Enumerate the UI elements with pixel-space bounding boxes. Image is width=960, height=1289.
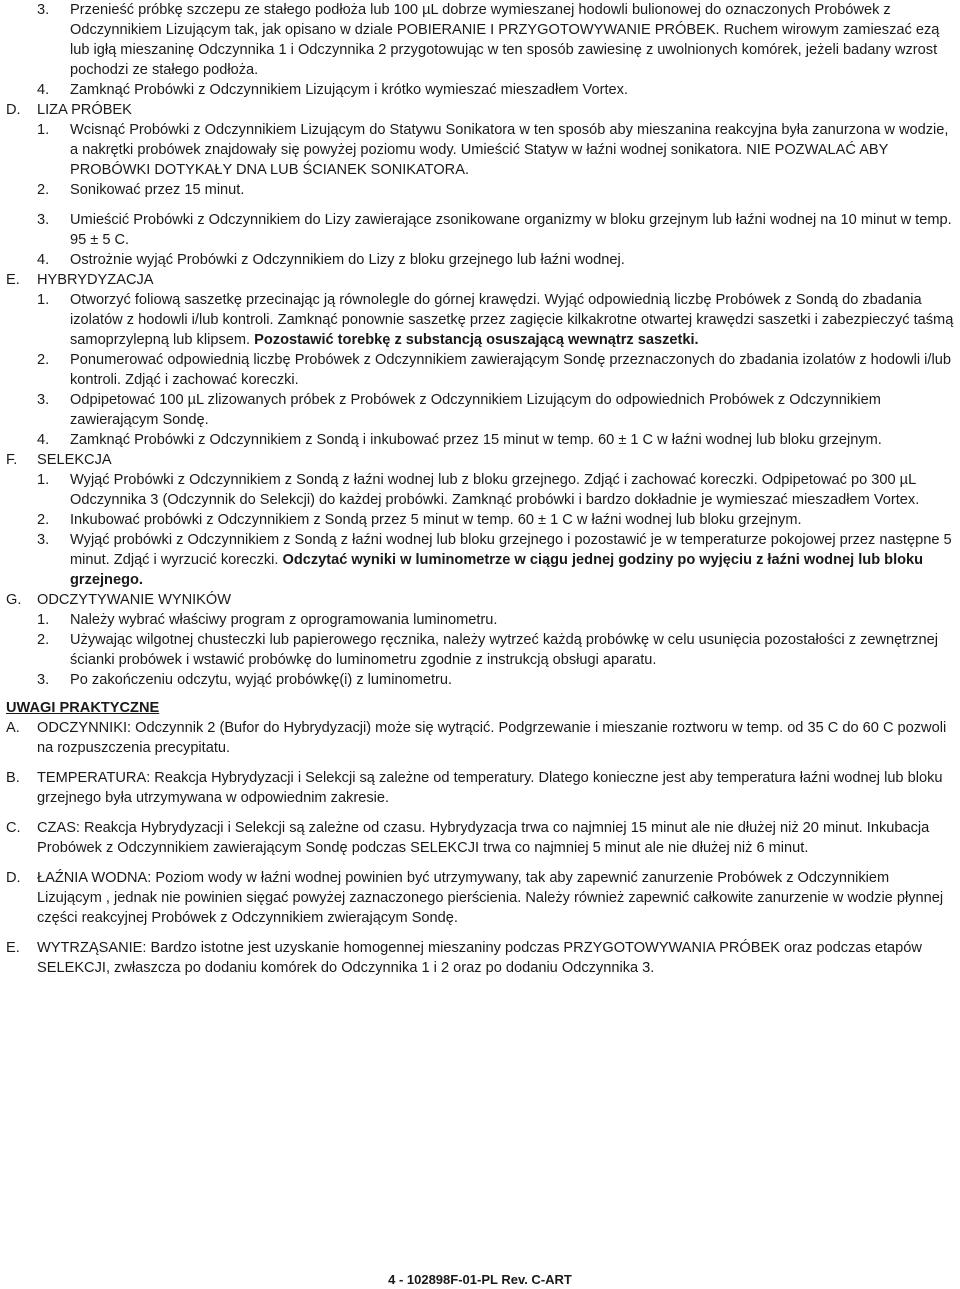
step-item: [0, 120, 960, 180]
step-text: Wyjąć probówki z Odczynnikiem z Sondą z łaźni wodnej lub bloku grzejnego i pozostawić je w temperaturze pokojowej przez następne 5 minut. Zdjąć i wyrzucić koreczki.: [70, 532, 952, 568]
step-text: Otworzyć foliową saszetkę przecinając ją równolegle do górnej krawędzi. Wyjąć odpowiednią liczbę Probówek z Sondą do zbadania izolatów z hodowli i/lub kontroli. Zamknąć ponownie saszetkę przez zagięcie kilkakrotne otwartej krawędzi saszetki i zabezpieczyć taśmą samoprzylepną lub klipsem.: [70, 292, 954, 348]
step-number: 2.: [37, 632, 50, 648]
section-heading: [0, 270, 960, 290]
step-text: Zamknąć Probówki z Odczynnikiem Lizującym i krótko wymieszać mieszadłem Vortex.: [70, 82, 628, 98]
step-number: 1.: [37, 292, 50, 308]
section-letter: G.: [6, 592, 22, 608]
step-item: [0, 0, 960, 80]
page-footer: 4 - 102898F-01-PL Rev. C-ART: [388, 1272, 572, 1287]
spacer: [0, 200, 960, 210]
section-letter: D.: [6, 102, 21, 118]
note-letter: E.: [6, 940, 20, 956]
section-title: ODCZYTYWANIE WYNIKÓW: [37, 592, 232, 608]
step-text: Sonikować przez 15 minut.: [70, 182, 245, 198]
step-text: Ponumerować odpowiednią liczbę Probówek z Odczynnikiem zawierającym Sondę przeznaczonych do zbadania izolatów z hodowli i/lub kontroli. Zdjąć i zachować koreczki.: [70, 352, 951, 388]
step-item: [0, 630, 960, 670]
step-item: [0, 470, 960, 510]
step-item: [0, 530, 960, 590]
step-number: 3.: [37, 532, 50, 548]
note-text: WYTRZĄSANIE: Bardzo istotne jest uzyskanie homogennej mieszaniny podczas PRZYGOTOWYWANIA PRÓBEK oraz podczas etapów SELEKCJI, zwłaszcza po dodaniu komórek do Odczynnika 1 i 2 oraz po dodaniu Odczynnika 3.: [37, 940, 922, 976]
step-number: 3.: [37, 212, 50, 228]
step-text: Należy wybrać właściwy program z oprogramowania luminometru.: [70, 612, 498, 628]
section-title: SELEKCJA: [37, 452, 112, 468]
step-item: [0, 250, 960, 270]
note-letter: D.: [6, 870, 21, 886]
step-bold-text: Odczytać wyniki w luminometrze w ciągu jednej godziny po wyjęciu z łaźni wodnej lub bloku grzejnego.: [70, 552, 924, 588]
note-item: [0, 938, 960, 978]
step-bold-text: Pozostawić torebkę z substancją osuszającą wewnątrz saszetki.: [254, 332, 699, 348]
step-text: Wcisnąć Probówki z Odczynnikiem Lizującym do Statywu Sonikatora w ten sposób aby mieszanina reakcyjna była zanurzona w wodzie, a nakrętki probówek znajdowały się powyżej poziomu wody. Umieścić Statyw w łaźni wodnej sonikatora. NIE POZWALAĆ ABY PROBÓWKI DOTYKAŁY DNA LUB ŚCIANEK SONIKATORA.: [70, 122, 949, 178]
note-item: [0, 868, 960, 928]
note-item: [0, 718, 960, 758]
note-text: CZAS: Reakcja Hybrydyzacji i Selekcji są zależne od czasu. Hybrydyzacja trwa co najmniej 15 minut ale nie dłużej niż 20 minut. Inkubacja Probówek z Odczynnikiem zawierającym Sondę podczas SELEKCJI trwa co najmniej 5 minut ale nie dłużej niż 6 minut.: [37, 820, 930, 856]
step-item: [0, 510, 960, 530]
step-number: 4.: [37, 252, 50, 268]
spacer: [0, 808, 960, 818]
step-number: 3.: [37, 672, 50, 688]
step-number: 3.: [37, 2, 50, 18]
note-text: ODCZYNNIKI: Odczynnik 2 (Bufor do Hybrydyzacji) może się wytrącić. Podgrzewanie i mieszanie roztworu w temp. od 35 C do 60 C pozwoli na rozpuszczenia precypitatu.: [37, 720, 947, 756]
step-item: [0, 610, 960, 630]
note-item: [0, 768, 960, 808]
note-letter: A.: [6, 720, 20, 736]
step-number: 3.: [37, 392, 50, 408]
note-item: [0, 818, 960, 858]
section-heading: [0, 100, 960, 120]
note-letter: C.: [6, 820, 21, 836]
step-text: Zamknąć Probówki z Odczynnikiem z Sondą i inkubować przez 15 minut w temp. 60 ± 1 C w łaźni wodnej lub bloku grzejnym.: [70, 432, 882, 448]
step-text: Używając wilgotnej chusteczki lub papierowego ręcznika, należy wytrzeć każdą probówkę w celu usunięcia pozostałości z zewnętrznej ścianki probówek i wstawić probówkę do luminometru zgodnie z instrukcją obsługi aparatu.: [70, 632, 938, 668]
section-letter: E.: [6, 272, 20, 288]
step-number: 2.: [37, 512, 50, 528]
step-number: 4.: [37, 82, 50, 98]
step-text: Inkubować probówki z Odczynnikiem z Sondą przez 5 minut w temp. 60 ± 1 C w łaźni wodnej lub bloku grzejnym.: [70, 512, 802, 528]
step-item: [0, 670, 960, 690]
step-item: [0, 80, 960, 100]
note-letter: B.: [6, 770, 20, 786]
step-item: [0, 180, 960, 200]
section-letter: F.: [6, 452, 18, 468]
section-heading: [0, 450, 960, 470]
step-number: 4.: [37, 432, 50, 448]
step-number: 2.: [37, 352, 50, 368]
uwagi-heading: UWAGI PRAKTYCZNE: [6, 700, 160, 716]
step-number: 1.: [37, 612, 50, 628]
step-item: [0, 390, 960, 430]
step-text: Umieścić Probówki z Odczynnikiem do Lizy zawierające zsonikowane organizmy w bloku grzejnym lub łaźni wodnej na 10 minut w temp. 95 ± 5 C.: [70, 212, 952, 248]
spacer: [0, 928, 960, 938]
step-text: Wyjąć Probówki z Odczynnikiem z Sondą z łaźni wodnej lub z bloku grzejnego. Zdjąć i zachować koreczki. Odpipetować po 300 µL Odczynnika 3 (Odczynnik do Selekcji) do każdej probówki. Zamknąć probówki i bardzo dokładnie je wymieszać mieszadłem Vortex.: [70, 472, 920, 508]
step-number: 1.: [37, 122, 50, 138]
step-number: 1.: [37, 472, 50, 488]
step-text: Po zakończeniu odczytu, wyjąć probówkę(i) z luminometru.: [70, 672, 453, 688]
step-item: [0, 210, 960, 250]
spacer: [0, 758, 960, 768]
note-text: TEMPERATURA: Reakcja Hybrydyzacji i Selekcji są zależne od temperatury. Dlatego konieczne jest aby temperatura łaźni wodnej lub bloku grzejnego była utrzymywana w odpowiednim zakresie.: [37, 770, 943, 806]
section-title: LIZA PRÓBEK: [37, 102, 132, 118]
spacer: [0, 858, 960, 868]
step-text: Ostrożnie wyjąć Probówki z Odczynnikiem do Lizy z bloku grzejnego lub łaźni wodnej.: [70, 252, 625, 268]
step-number: 2.: [37, 182, 50, 198]
step-item: [0, 350, 960, 390]
step-item: [0, 430, 960, 450]
note-text: ŁAŹNIA WODNA: Poziom wody w łaźni wodnej powinien być utrzymywany, tak aby zapewnić zanurzenie Probówek z Odczynnikiem Lizującym , jednak nie powinien sięgać powyżej zaznaczonego pierścienia. Należy również zapewnić całkowite zanurzenie w wodzie płynnej części reakcyjnej Probówek z Odczynnikiem zwierającym Sondę.: [37, 870, 944, 926]
step-text: Przenieść próbkę szczepu ze stałego podłoża lub 100 µL dobrze wymieszanej hodowli bulionowej do oznaczonych Probówek z Odczynnikiem Lizującym tak, jak opisano w dziale POBIERANIE I PRZYGOTOWYWANIE PRÓBEK. Ruchem wirowym zamieszać ezą lub igłą mieszaninę Odczynnika 1 i Odczynnika 2 przygotowując w ten sposób zawiesinę z uwolnionych komórek, jeżeli badany wzrost pochodzi ze stałego podłoża.: [70, 2, 940, 78]
section-heading: [0, 590, 960, 610]
section-title: HYBRYDYZACJA: [37, 272, 154, 288]
step-text: Odpipetować 100 µL zlizowanych próbek z Probówek z Odczynnikiem Lizującym do odpowiednich Probówek z Odczynnikiem zawierającym Sondę.: [70, 392, 881, 428]
step-item: [0, 290, 960, 350]
